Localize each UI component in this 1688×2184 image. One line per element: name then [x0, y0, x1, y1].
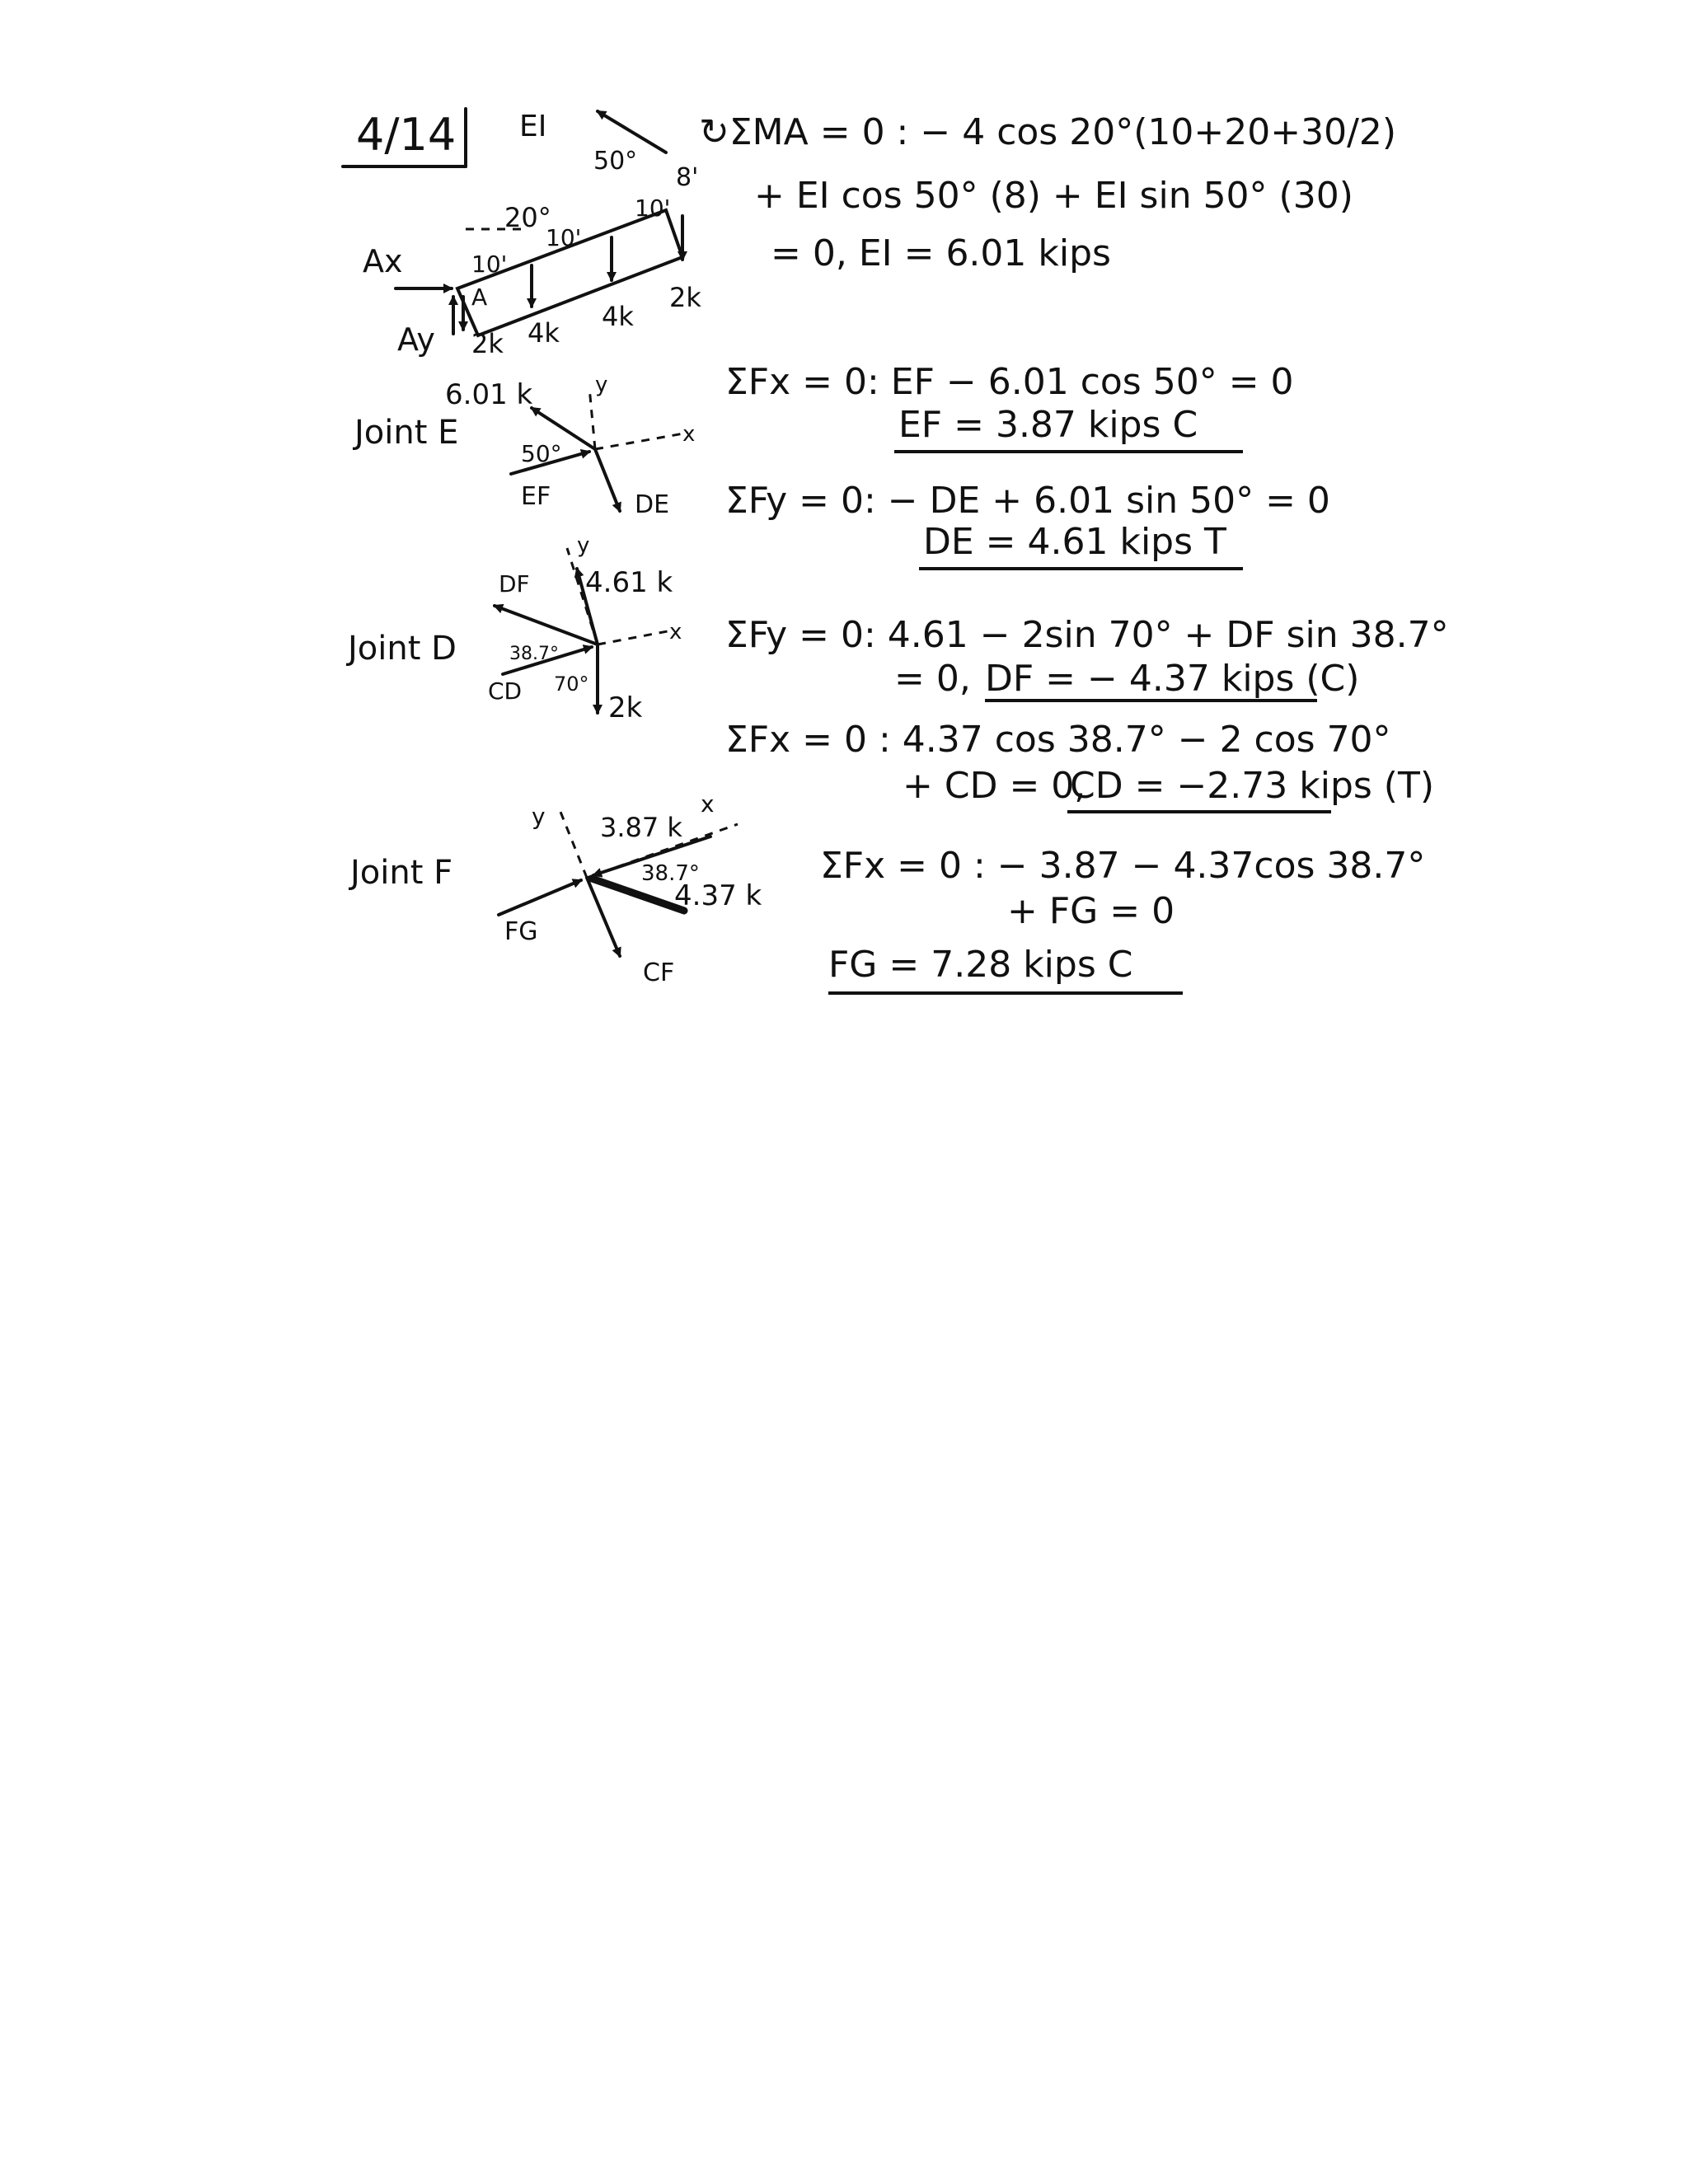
angle-50-label: 50°: [593, 147, 638, 176]
joint-F-result: FG = 7.28 kips C: [828, 944, 1133, 986]
joint-F-eq-1: ΣFx = 0 : − 3.87 − 4.37cos 38.7°: [820, 845, 1426, 887]
dim-10-b: 10': [546, 224, 582, 251]
joint-D-equations: [725, 614, 1449, 812]
joint-D-eq-2a: ΣFx = 0 : 4.37 cos 38.7° − 2 cos 70°: [725, 719, 1391, 761]
joint-D-diagram: [345, 533, 682, 724]
load-4k-a: 4k: [528, 317, 560, 349]
joint-E-force-top: 6.01 k: [445, 378, 533, 411]
load-2k-right: 2k: [669, 282, 701, 313]
joint-F-FG-label: FG: [504, 917, 538, 946]
joint-F-force-top: 3.87 k: [600, 812, 682, 843]
dim-10-c: 10': [635, 194, 671, 222]
joint-F-angle: 38.7°: [641, 861, 700, 886]
joint-E-label: Joint E: [354, 414, 459, 452]
reaction-Ay-label: Ay: [397, 321, 435, 358]
load-4k-b: 4k: [602, 301, 634, 332]
problem-number-box: [343, 109, 466, 166]
joint-E-result-2: DE = 4.61 kips T: [923, 521, 1226, 563]
joint-D-angle-38: 38.7°: [509, 644, 559, 664]
joint-F-force-right: 4.37 k: [674, 879, 762, 912]
joint-E-equations: [725, 361, 1330, 569]
moment-eq-line-3: = 0, EI = 6.01 kips: [771, 232, 1111, 274]
problem-number: 4/14: [356, 109, 457, 161]
joint-D-DF-arrow: [495, 606, 598, 644]
moment-eq-line-2: + EI cos 50° (8) + EI sin 50° (30): [754, 175, 1353, 217]
joint-D-axis-x: x: [669, 620, 682, 644]
force-EI-label: EI: [519, 110, 547, 143]
joint-F-diagram: [348, 790, 762, 987]
joint-D-force-top: 4.61 k: [585, 566, 673, 599]
joint-E-EF-label: EF: [521, 482, 551, 511]
angle-20-label: 20°: [504, 202, 551, 233]
joint-F-eq-2: + FG = 0: [1007, 890, 1175, 932]
joint-D-DF-label: DF: [499, 570, 530, 598]
joint-F-equations: [820, 845, 1425, 993]
joint-D-CD-label: CD: [488, 677, 523, 705]
moment-equation: [699, 111, 1396, 274]
joint-D-result-1: DF = − 4.37 kips (C): [985, 658, 1360, 700]
joint-E-DE-label: DE: [635, 490, 670, 519]
dim-8-label: 8': [676, 163, 699, 192]
joint-F-axis-x: x: [701, 790, 715, 818]
joint-D-eq-2b: + CD = 0,: [903, 765, 1086, 807]
reaction-Ax-label: Ax: [363, 243, 403, 279]
joint-D-axis-y: y: [577, 533, 590, 558]
joint-F-axis-y: y: [532, 803, 546, 830]
joint-D-eq-1a: ΣFy = 0: 4.61 − 2sin 70° + DF sin 38.7°: [725, 614, 1449, 656]
load-2k-left: 2k: [471, 328, 504, 359]
joint-D-angle-70: 70°: [554, 673, 589, 696]
dim-10-a: 10': [471, 251, 508, 278]
joint-F-label: Joint F: [350, 854, 453, 892]
joint-D-result-2: CD = −2.73 kips (T): [1070, 765, 1435, 807]
joint-E-angle: 50°: [521, 440, 562, 467]
joint-E-diagram: [352, 373, 695, 519]
joint-D-eq-1b: = 0,: [894, 658, 971, 700]
joint-F-CF-label: CF: [643, 958, 675, 987]
point-A-label: A: [471, 284, 488, 311]
joint-E-eq-2: ΣFy = 0: − DE + 6.01 sin 50° = 0: [725, 480, 1330, 522]
moment-eq-line-1: ↻ΣMA = 0 : − 4 cos 20°(10+20+30/2): [699, 111, 1397, 153]
joint-F-FG-arrow: [499, 880, 581, 915]
joint-E-DE-arrow: [595, 449, 620, 511]
joint-D-label: Joint D: [348, 630, 457, 668]
joint-E-eq-1: ΣFx = 0: EF − 6.01 cos 50° = 0: [725, 361, 1294, 403]
joint-E-axis-x: x: [682, 422, 696, 447]
joint-E-axis-y: y: [595, 373, 608, 397]
joint-E-result-1: EF = 3.87 kips C: [898, 404, 1198, 446]
joint-D-load: 2k: [608, 691, 643, 724]
